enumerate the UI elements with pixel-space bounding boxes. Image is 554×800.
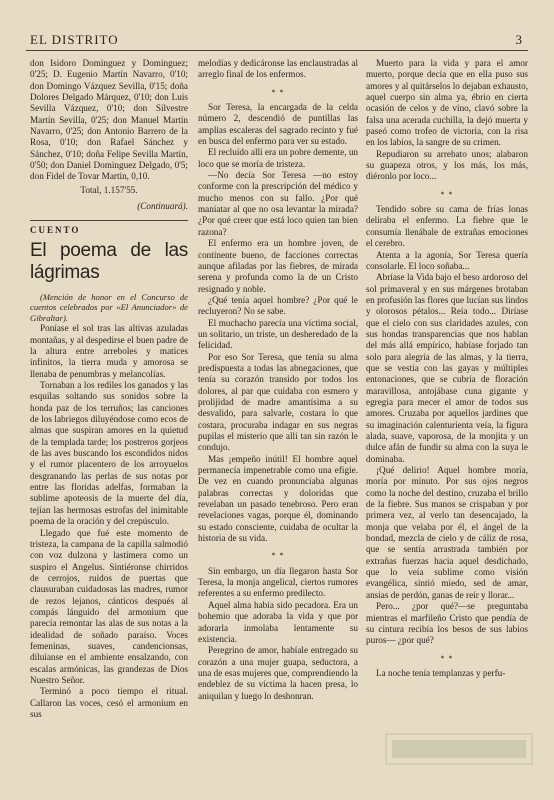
story-paragraph: Sor Teresa, la encargada de la celda número 2, descendió de puntillas las amplias escaleras del sagrado recinto y fué en busca del enfermo para ver su estado.	[198, 102, 358, 147]
story-paragraph: Peregrino de amor, habíale entregado su corazón a una mujer guapa, seductora, a una de esas mujeres que, comprendiendo la endeblez de su víctima la hacen presa, lo aniquilan y luego lo deshonran.	[198, 645, 358, 701]
story-paragraph: Tendido sobre su cama de frías lonas deliraba el enfermo. La fiebre que le consumía llenábale de extrañas emociones el cerebro.	[366, 204, 528, 249]
story-paragraph: Poníase el sol tras las altivas azuladas montañas, y al despedirse el buen padre de la altura entre arreboles y matices infinitos, la tierra muda y amorosa se llenaba de penumbras y melancolías.	[30, 323, 188, 379]
newspaper-title: EL DISTRITO	[30, 32, 119, 47]
story-paragraph: ¡Qué delirio! Aquel hombre moría, moría por minuto. Por sus ojos negros como la noche del destino, cruzaba el brillo de la fiebre. Sus manos se crispaban y por primera vez, al verlo tan desencajado, la monja que velaba por él, el ángel de la bondad, mezcla de cielo y de cáliz de rosa, que se sentía arrastrada también por extrañas fuerzas hacia aquel desdichado, que lo veía sublime como visión evangélica, sintió miedo, sed de amar, ansias de perdón, ganas de reír y llorar...	[366, 465, 528, 600]
column-1	[30, 58, 188, 720]
story-paragraph: Abríase la Vida bajo el beso ardoroso del sol primaveral y en sus márgenes brotaban en profusión las flores que lucían sus lindos y olorosos pétalos... Reía todo... Diríase que el cielo con sus claridades azules, con sus hondas transparencias que nos hablan del más allá empírico, habíase forjado tan solo para alegría de las almas, y la tierra, que se vestía con las gayas y múltiples entonaciones, que se cubría de floración maravillosa, antojábase cuna gigante y egregia para mecer el amor de todos sus amores. Cruzaba por aquellos jardines que su imaginación calenturienta veía, la figura alada, suave, vaporosa, de la monjita y un dulce afán de fundir su alma con la suya le dominaba.	[366, 272, 528, 464]
story-title: El poema de las lágrimas	[30, 239, 188, 283]
story-paragraph: Mas ¡empeño inútil! El hombre aquel permanecía impenetrable como una efigie. De vez en cuando pronunciaba algunas palabras correctas y doloridas que revelaban un pasado tenebroso. Pero eran revelaciones vagas, porque él, dominando su estado consciente, cuidaba de ocultar la historia de su vida.	[198, 453, 358, 544]
page-header	[26, 30, 528, 51]
section-stars: * *	[440, 189, 454, 199]
story-paragraph: Aquel alma había sido pecadora. Era un bohemio que adoraba la vida y que por adorarla inmolaba lentamente su existencia.	[198, 599, 358, 644]
story-paragraph: Terminó a poco tiempo el ritual. Callaron las voces, cesó el armonium en sus	[30, 686, 188, 719]
section-stars: * *	[271, 551, 285, 561]
story-paragraph: Llegado que fué este momento de tristeza, la campana de la capilla salmodió con voz dulzona y lastimera como un suspiro el Angelus. Sintiéronse chirridos de cerrojos, ruidos de puertas que clausuraban cuidadosas las madres, rumor de rezos lejanos, cánticos después al compás lánguido del armonium que parecía remontar las alas de sus notas a la idealidad de soñado paraíso. Voces femeninas, suaves, candencionsas, diluíanse en el ambiente ensalzando, con escalas armónicas, las grandezas de Dios Nuestro Señor.	[30, 527, 188, 685]
story-paragraph: Repudiaron su arrebato unos; alabaron su guapeza otros, y los más, los más, diéronlo por loco...	[366, 148, 528, 182]
section-stars: * *	[440, 653, 454, 663]
column-2	[198, 58, 358, 702]
column-3	[366, 58, 528, 679]
story-paragraph: La noche tenía templanzas y perfu-	[376, 667, 506, 678]
story-paragraph: Muerto para la vida y para el amor muerto, porque decía que en ella puso sus amores y al quitárselos lo dejaban exhausto, aquel cuerpo sin alma ya, ébrio en cierta ocasión de celos y de vino, clavó sobre la falsa una acerada cuchilla, la dejó muerta y paseó como trofeo de victoria, con la risa en los labios, la sangre de su crimen.	[366, 58, 529, 148]
story-paragraph: Por eso Sor Teresa, que tenía su alma predispuesta a todas las abnegaciones, que tenía su corazón transido por todos los dolores, al par que cuidaba con esmero y prolijidad de madre amantísima a su desvalido, para salvarle, costara lo que costara, procuraba indagar en sus negras pupilas el misterio que allí tan sin razón le condujo.	[198, 351, 358, 453]
story-paragraph: Atenta a la agonía, Sor Teresa quería consolarle. El loco soñaba...	[366, 249, 528, 271]
story-paragraph: —No decía Sor Teresa —no estoy conforme con la prescripción del médico y mucho menos con su fallo. ¿Por qué maniatar al que no osa levantar la mirada? ¿Por qué creer que está loco quien tan bien razona?	[198, 170, 358, 237]
section-label: CUENTO	[30, 225, 81, 236]
story-paragraph: Sin embargo, un día llegaron hasta Sor Teresa, la monja angelical, ciertos rumores referentes a su enfermo predilecto.	[198, 565, 358, 599]
story-paragraph: El muchacho parecía una víctima social, un solitario, un triste, un desheredado de la felicidad.	[198, 317, 358, 351]
archive-watermark	[384, 732, 534, 766]
donation-list: don Isidoro Dominguez y Dominguez; 0'25; D. Eugenio Martín Navarro, 0'10; don Domingo Vázquez Sevilla, 0'15; doña Dolores Delgado Márquez, 0'10; don Luis Sevilla Vázquez, 0'10; don Silvestre Martín Sevilla, 0'25; don Manuel Martín Navarro, 0'25; don Antonio Barrero de la Rosa, 0'10; don Rafael Sánchez y Sánchez, 0'10; doña Felipe Sevilla Martín, 0'50; don Daniel Dominguez Delgado, 0'5; don Fidel de Tovar Martín, 0,10.	[30, 58, 188, 182]
story-paragraph: El enfermo era un hombre joven, de continente bueno, de facciones correctas aunque afiladas por las fiebres, de mirada serena y profunda como la de un Cristo resignado y noble.	[198, 238, 358, 294]
continued-note: (Continuará).	[137, 201, 188, 212]
story-paragraph: Tornaban a los rediles los ganados y las esquilas soltando sus sonidos sobre la honda paz de los terruños; las canciones de los labriegos diluyéndose como ecos de almas que suspiran amores en la quietud de la templada tarde; los postreros gorjeos de las aves buscando los escondidos nidos y el rumor placentero de los arroyuelos desgranando las perlas de sus notas por entre las floridas adelfas, formaban la sublime apoteosis de la muerte del día, tejían las hermosas estrofas del inimitable poema de la oración y del crepúsculo.	[30, 380, 188, 527]
story-paragraph: El recluído allí era un pobre demente, un loco que se moría de tristeza.	[198, 147, 359, 169]
section-divider	[30, 220, 188, 221]
story-paragraph: ¿Qué tenía aquel hombre? ¿Por qué le recluyeron? No se sabe.	[198, 294, 358, 317]
section-stars: * *	[271, 87, 285, 97]
donation-total: Total, 1.157'55.	[80, 184, 138, 195]
story-paragraph: Pero... ¿por qué?—se preguntaba mientras el marfileño Cristo que pendía de su cintura recibía los besos de sus labios puros— ¿por qué?	[366, 601, 528, 646]
story-paragraph: melodías y dedicáronse las enclaustradas al arreglo final de los enfermos.	[198, 58, 358, 80]
award-note: (Mención de honor en el Concurso de cuentos celebrados por «El Anunciador» de Gibraltar).	[30, 291, 188, 323]
page-number: 3	[515, 32, 522, 47]
